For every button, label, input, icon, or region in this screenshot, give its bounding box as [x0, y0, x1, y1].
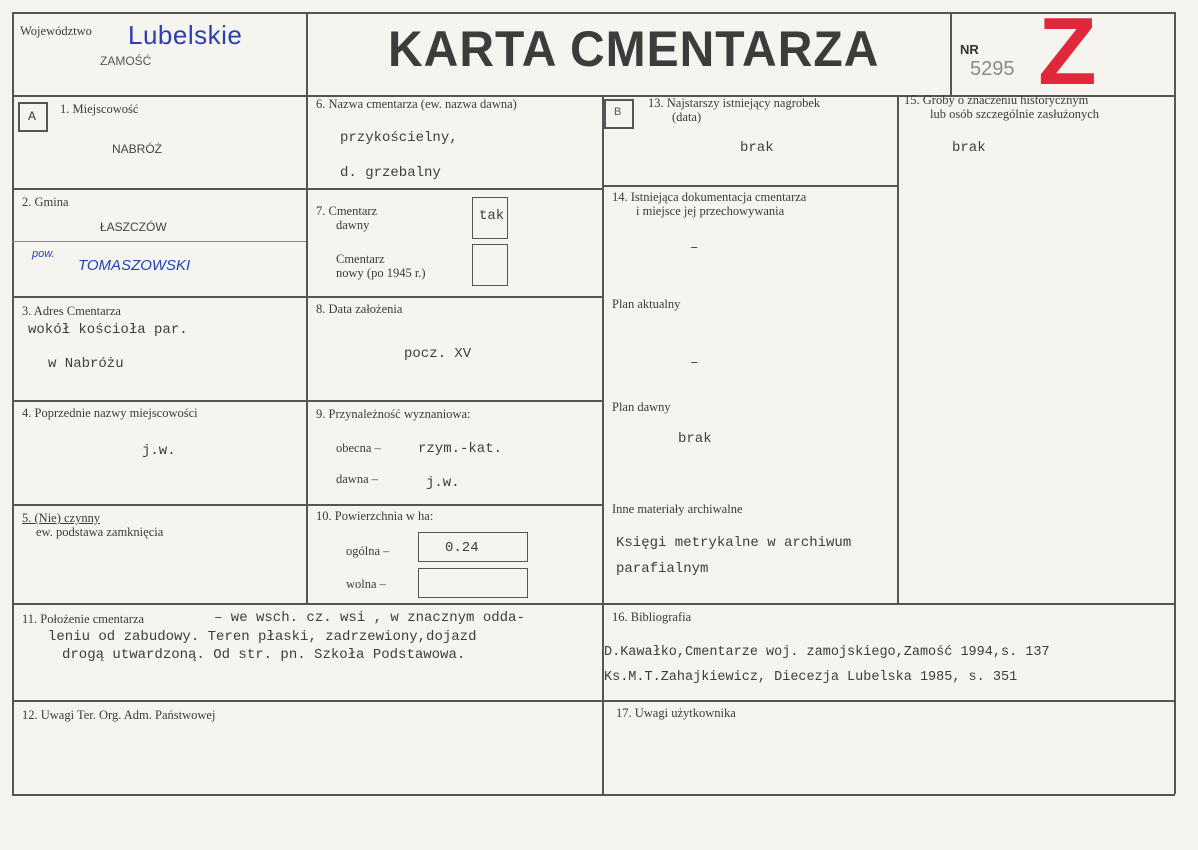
f9-obecna-label: obecna –: [336, 441, 381, 455]
plan-aktualny-value: –: [690, 355, 699, 371]
f15-value: brak: [952, 140, 986, 156]
f10-ogolna-box: [418, 532, 528, 562]
section-b-letter: B: [614, 106, 622, 118]
f7b-label-2: nowy (po 1945 r.): [336, 266, 426, 280]
f6-value-line1: przykościelny,: [340, 130, 458, 146]
inne-materialy-value-2: parafialnym: [616, 561, 709, 577]
f9-dawna-label: dawna –: [336, 472, 378, 486]
f11-value-line3: drogą utwardzoną. Od str. pn. Szkoła Podstawowa.: [62, 647, 466, 663]
col3-rule-1: [602, 185, 898, 187]
f13-value: brak: [740, 140, 774, 156]
f15-label-1: 15. Groby o znaczeniu historycznym: [904, 93, 1089, 107]
col-divider-1: [306, 95, 308, 603]
pow-label: pow.: [32, 248, 55, 260]
f16-value-line1: D.Kawałko,Cmentarze woj. zamojskiego,Zamość 1994,s. 137: [604, 645, 1050, 660]
f11-value-line2: leniu od zabudowy. Teren płaski, zadrzewiony,dojazd: [48, 629, 477, 645]
section-a-box: [18, 102, 48, 132]
header-divider-2: [950, 12, 952, 96]
f7-nowy-box: [472, 244, 508, 286]
f11-label: 11. Położenie cmentarza: [22, 612, 145, 626]
f7-value: tak: [479, 208, 505, 224]
f16-label: 16. Bibliografia: [612, 610, 692, 624]
frame-right: [1174, 12, 1176, 794]
card-title: KARTA CMENTARZA: [388, 21, 880, 78]
row-rule-2: [12, 296, 603, 298]
col-divider-2: [602, 95, 604, 794]
f17-label: 17. Uwagi użytkownika: [616, 706, 736, 720]
section-a-letter: A: [28, 109, 37, 123]
plan-aktualny-label: Plan aktualny: [612, 297, 681, 311]
f9-obecna-value: rzym.-kat.: [418, 441, 503, 457]
f13-label-2: (data): [672, 110, 702, 124]
f8-value: pocz. XV: [404, 346, 472, 362]
frame-bottom: [12, 794, 1175, 796]
f3-value-line2: w Nabróżu: [48, 356, 124, 372]
f14-value: –: [690, 240, 699, 256]
f14-label-1: 14. Istniejąca dokumentacja cmentarza: [612, 190, 807, 204]
frame-top: [12, 12, 1174, 14]
wojewodztwo-label: Województwo: [20, 24, 92, 38]
frame-left: [12, 12, 14, 794]
f10-ogolna-label: ogólna –: [346, 544, 390, 558]
f1-label: 1. Miejscowość: [60, 102, 139, 116]
wojewodztwo-subline: ZAMOŚĆ: [100, 54, 152, 68]
f5-label-1: 5. (Nie) czynny: [22, 511, 101, 525]
row-rule-6: [12, 700, 1175, 702]
f2-value: ŁASZCZÓW: [100, 220, 167, 234]
f7-dawny-box: [472, 197, 508, 239]
f4-value: j.w.: [142, 443, 176, 459]
row-rule-3: [12, 400, 603, 402]
inne-materialy-value-1: Księgi metrykalne w archiwum: [616, 535, 852, 551]
f9-dawna-value: j.w.: [426, 475, 460, 491]
f1-value: NABRÓŻ: [112, 142, 163, 156]
section-b-box: [604, 99, 634, 129]
f6-value-line2: d. grzebalny: [340, 165, 441, 181]
f7-label-1: 7. Cmentarz: [316, 204, 378, 218]
f10-ogolna-value: 0.24: [445, 540, 479, 556]
row-rule-4: [12, 504, 603, 506]
header-divider-1: [306, 12, 308, 96]
category-letter: Z: [1038, 0, 1097, 105]
plan-dawny-value: brak: [678, 431, 712, 447]
f10-label: 10. Powierzchnia w ha:: [316, 509, 434, 523]
row-rule-1: [12, 188, 603, 190]
f12-label: 12. Uwagi Ter. Org. Adm. Państwowej: [22, 708, 216, 722]
f5-label-2: ew. podstawa zamknięcia: [36, 525, 164, 539]
f6-label: 6. Nazwa cmentarza (ew. nazwa dawna): [316, 97, 517, 111]
col-divider-3: [897, 95, 899, 603]
f9-label: 9. Przynależność wyznaniowa:: [316, 407, 471, 421]
f7-label-2: dawny: [336, 218, 370, 232]
inne-materialy-label: Inne materiały archiwalne: [612, 502, 743, 516]
f2-label: 2. Gmina: [22, 195, 69, 209]
f8-label: 8. Data założenia: [316, 302, 403, 316]
row-rule-gmina-pow: [12, 241, 306, 242]
f15-label-2: lub osób szczególnie zasłużonych: [930, 107, 1100, 121]
f10-wolna-label: wolna –: [346, 577, 386, 591]
row-rule-5: [12, 603, 1175, 605]
f4-label: 4. Poprzednie nazwy miejscowości: [22, 406, 198, 420]
f16-value-line2: Ks.M.T.Zahajkiewicz, Diecezja Lubelska 1985, s. 351: [604, 670, 1018, 685]
f3-label: 3. Adres Cmentarza: [22, 304, 121, 318]
f11-value-line1: – we wsch. cz. wsi , w znacznym odda-: [214, 610, 525, 626]
wojewodztwo-stamp: Lubelskie: [128, 20, 243, 50]
f14-label-2: i miejsce jej przechowywania: [636, 204, 785, 218]
plan-dawny-label: Plan dawny: [612, 400, 671, 414]
f13-label-1: 13. Najstarszy istniejący nagrobek: [648, 96, 821, 110]
f3-value-line1: wokół kościoła par.: [28, 322, 188, 338]
f7b-label-1: Cmentarz: [336, 252, 385, 266]
nr-label: NR: [960, 42, 979, 57]
nr-value: 5295: [970, 58, 1015, 80]
f10-wolna-box: [418, 568, 528, 598]
pow-value: TOMASZOWSKI: [78, 257, 191, 274]
